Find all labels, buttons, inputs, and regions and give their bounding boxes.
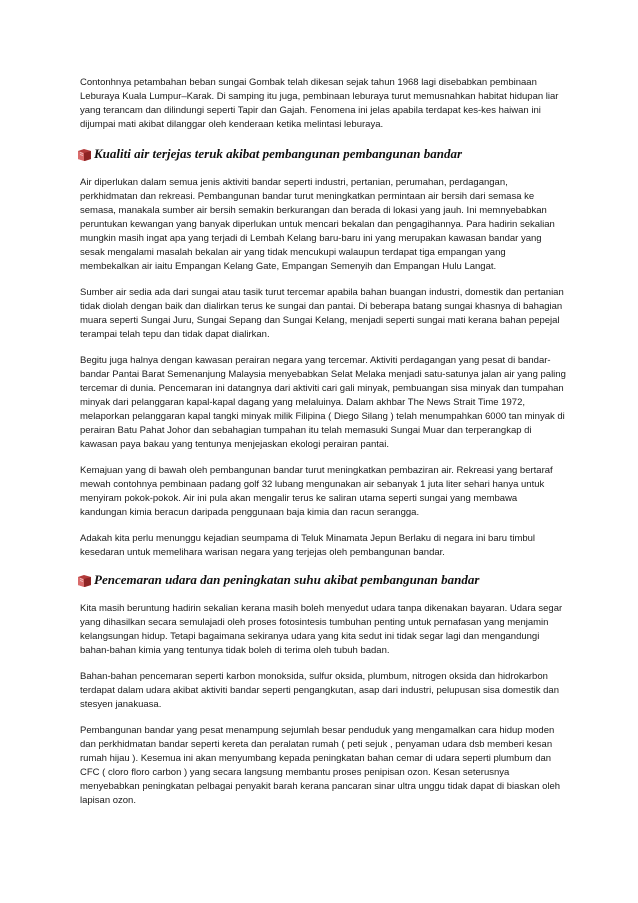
body-paragraph: Sumber air sedia ada dari sungai atau tasik turut tercemar apabila bahan buangan industri, domestik dan pertanian tidak diolah dengan baik dan dialirkan terus ke sungai dan pantai. Di beberapa batang sungai khasnya di bahagian muara seperti Sungai Juru, Sungai Sepang dan Sungai Kelang, menjadi seperti sungai mati kerana bahan pepejal terampai telah tepu dan tidak dapat dialirkan. (80, 287, 564, 340)
body-paragraph: Kita masih beruntung hadirin sekalian kerana masih boleh menyedut udara tanpa dikenakan bayaran. Udara segar yang dihasilkan secara semulajadi oleh proses fotosintesis tumbuhan penting untuk pernafasan yang menjamin kelangsungan hidup. Tetapi bagaimana sekiranya udara yang kita sedut ini tidak segar lagi dan mengandungi bahan-bahan kimia yang tentunya tidak boleh di terima oleh tubuh badan. (80, 603, 563, 656)
body-paragraph: Pembangunan bandar yang pesat menampung sejumlah besar penduduk yang mengamalkan cara hidup moden dan perkhidmatan bandar seperti kereta dan peralatan rumah ( peti sejuk , penyaman udara dsb memberi kesan rumah hijau ). Kesemua ini akan menyumbang kepada peningkatan bahan cemar di udara seperti plumbum dan CFC ( cloro floro carbon ) yang secara langsung membantu proses penipisan ozon. Kesan seterusnya menyebabkan peningkatan pelbagai penyakit barah kerana pancaran sinar ultra unggu tidak dapat di biaskan oleh lapisan ozon. (80, 725, 561, 806)
body-paragraph: Bahan-bahan pencemaran seperti karbon monoksida, sulfur oksida, plumbum, nitrogen oksida dan hidrokarbon terdapat dalam udara akibat aktiviti bandar seperti pengangkutan, asap dari industri, pelupusan sisa domestik dan stesyen janakuasa. (80, 671, 559, 710)
document-page (80, 76, 566, 820)
section-heading-air (77, 572, 566, 588)
intro-paragraph: Contonhnya petambahan beban sungai Gombak telah dikesan sejak tahun 1968 lagi disebabkan pembinaan Leburaya Kuala Lumpur–Karak. Di samping itu juga, pembinaan leburaya turut memusnahkan habitat hidupan liar yang terancam dan dilindungi seperti Tapir dan Gajah. Fenomena ini jelas apabila terdapat kes-kes haiwan ini dijumpai mati akibat dilanggar oleh kenderaan ketika melintasi leburaya. (80, 77, 559, 130)
body-paragraph: Adakah kita perlu menunggu kejadian seumpama di Teluk Minamata Jepun Berlaku di negara ini baru timbul kesedaran untuk memelihara warisan negara yang terjejas oleh pembangunan bandar. (80, 533, 536, 558)
section-heading-water (77, 146, 566, 162)
book-bullet-icon (77, 148, 92, 161)
body-paragraph: Begitu juga halnya dengan kawasan perairan negara yang tercemar. Aktiviti perdagangan yang pesat di bandar-bandar Pantai Barat Semenanjung Malaysia menyebabkan Selat Melaka menjadi satu-satunya jalan air yang paling tercemar di dunia. Pencemaran ini datangnya dari aktiviti cari gali minyak, pembuangan sisa minyak dan tumpahan minyak dari pelanggaran kapal-kapal dagang yang melaluinya. Dalam akhbar The News Strait Time 1972, melaporkan pelanggaran kapal tangki minyak milik Filipina ( Diego Silang ) telah menumpahkan 6000 tan minyak di perairan Batu Pahat Johor dan sebahagian tumpahan itu telah memasuki Sungai Muar dan terperangkap di kawasan paya bakau yang tentunya menjejaskan ekologi perairan pantai. (80, 355, 566, 450)
body-paragraph: Kemajuan yang di bawah oleh pembangunan bandar turut meningkatkan pembaziran air. Rekreasi yang bertaraf mewah contohnya pembinaan padang golf 32 lubang mengunakan air sebanyak 1 juta liter sehari hanya untuk menyiram pokok-pokok. Air ini pula akan mengalir terus ke saliran utama seperti sungai yang membawa kandungan kimia beracun daripada penggunaan baja kimia dan racun serangga. (80, 465, 553, 518)
body-paragraph: Air diperlukan dalam semua jenis aktiviti bandar seperti industri, pertanian, perumahan, perdagangan, perkhidmatan dan rekreasi. Pembangunan bandar turut meningkatkan permintaan air bersih dari semasa ke semasa, manakala sumber air bersih semakin berkurangan dan berada di lokasi yang jauh. Ini memnyebabkan peruntukan kewangan yang banyak diperlukan untuk mencari bekalan dan pengagihannya. Para hadirin sekalian mungkin masih ingat apa yang terjadi di Lembah Kelang baru-baru ini yang merupakan kawasan bandar yang sesak mengalami masalah bekalan air yang tidak mencukupi walaupun terdapat tiga empangan yang membekalkan air iaitu Empangan Kelang Gate, Empangan Semenyih dan Empangan Hulu Langat. (80, 177, 555, 272)
book-bullet-icon (77, 574, 92, 587)
section-heading-text: Kualiti air terjejas teruk akibat pembangunan pembangunan bandar (94, 146, 463, 161)
section-heading-text: Pencemaran udara dan peningkatan suhu akibat pembangunan bandar (94, 572, 480, 587)
